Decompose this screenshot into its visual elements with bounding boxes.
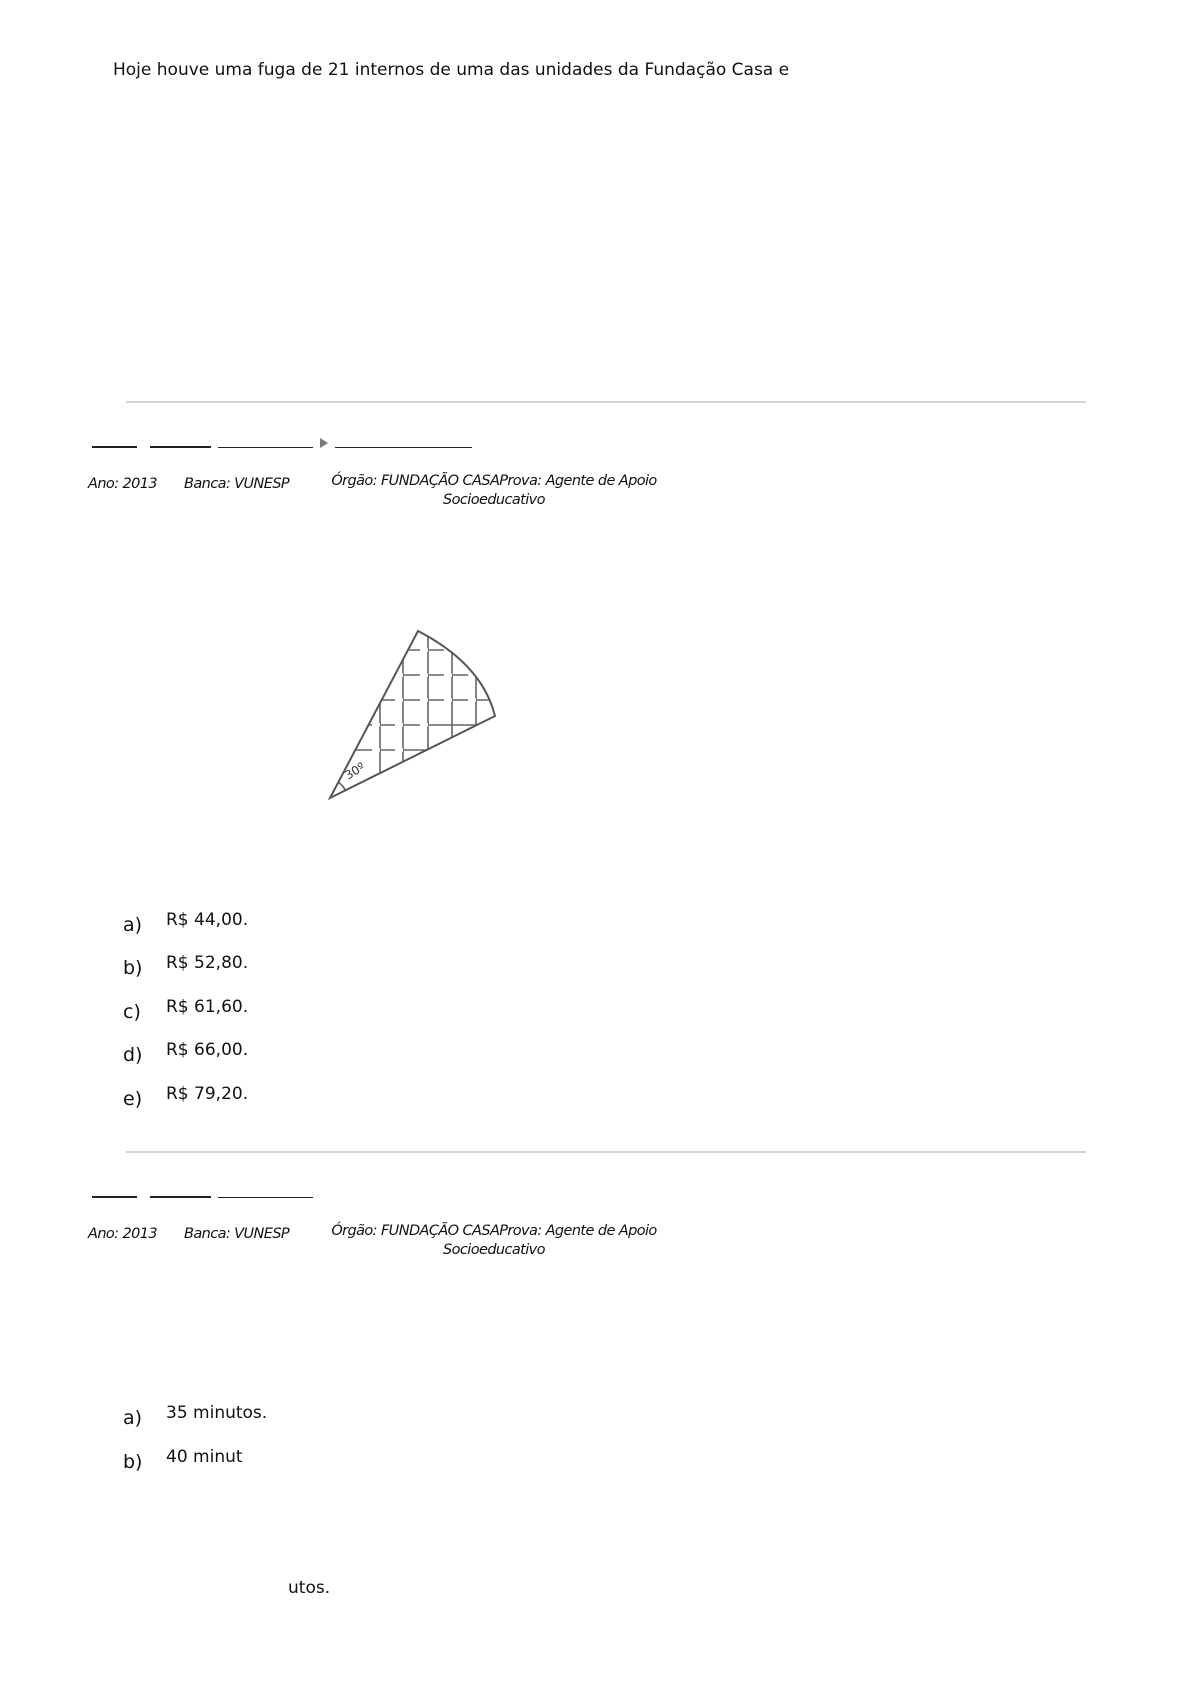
question-orgao-prova xyxy=(314,1222,674,1260)
breadcrumb-link-1[interactable] xyxy=(92,446,137,448)
breadcrumb-link-2[interactable] xyxy=(150,1196,211,1198)
option-e-text[interactable]: R$ 79,20. xyxy=(166,1084,249,1104)
option-d-letter[interactable]: d) xyxy=(123,1044,143,1066)
orgao-prova-line-2: Socioeducativo xyxy=(443,492,545,508)
question-banca: Banca: VUNESP xyxy=(184,1226,290,1242)
breadcrumb-link-3[interactable] xyxy=(218,1197,313,1198)
orgao-prova-line-1: Órgão: FUNDAÇÃO CASAProva: Agente de Apoio xyxy=(331,473,657,489)
separator-line xyxy=(126,1151,1086,1153)
separator-line xyxy=(126,401,1086,403)
option-e-letter[interactable]: e) xyxy=(123,1088,143,1110)
option-c-text[interactable]: R$ 61,60. xyxy=(166,997,249,1017)
option-c-letter[interactable]: c) xyxy=(123,1001,141,1023)
orgao-prova-line-2: Socioeducativo xyxy=(443,1242,545,1258)
option-b-letter[interactable]: b) xyxy=(123,1451,143,1473)
intro-text: Hoje houve uma fuga de 21 internos de uma das unidades da Fundação Casa e xyxy=(113,60,790,80)
breadcrumb-link-1[interactable] xyxy=(92,1196,137,1198)
trailing-text-fragment: utos. xyxy=(288,1578,331,1598)
option-a-letter[interactable]: a) xyxy=(123,914,143,936)
question-orgao-prova xyxy=(314,472,674,510)
sector-figure xyxy=(320,625,500,805)
breadcrumb-link-3[interactable] xyxy=(218,447,313,448)
option-d-text[interactable]: R$ 66,00. xyxy=(166,1040,249,1060)
option-b-text[interactable]: R$ 52,80. xyxy=(166,953,249,973)
option-b-letter[interactable]: b) xyxy=(123,957,143,979)
question-banca: Banca: VUNESP xyxy=(184,476,290,492)
option-a-letter[interactable]: a) xyxy=(123,1407,143,1429)
play-arrow-icon xyxy=(319,437,329,449)
option-a-text[interactable]: R$ 44,00. xyxy=(166,910,249,930)
option-b-text[interactable]: 40 minut xyxy=(166,1447,243,1467)
question-year: Ano: 2013 xyxy=(88,476,157,492)
angle-label: 30º xyxy=(342,759,368,783)
breadcrumb-link-2[interactable] xyxy=(150,446,211,448)
orgao-prova-line-1: Órgão: FUNDAÇÃO CASAProva: Agente de Apoio xyxy=(331,1223,657,1239)
question-year: Ano: 2013 xyxy=(88,1226,157,1242)
breadcrumb-link-4[interactable] xyxy=(335,447,472,448)
option-a-text[interactable]: 35 minutos. xyxy=(166,1403,268,1423)
